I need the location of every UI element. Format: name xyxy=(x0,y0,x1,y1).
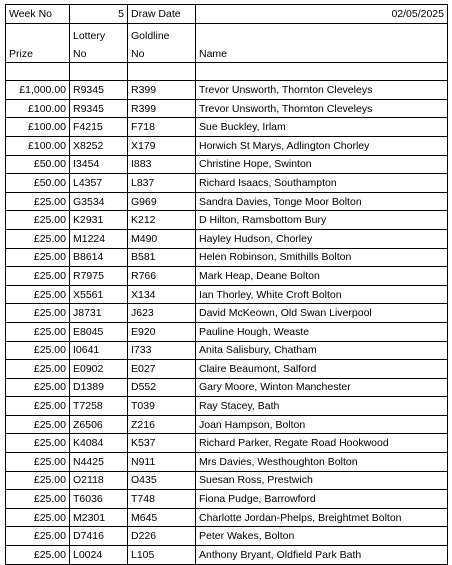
blank-cell xyxy=(6,62,70,81)
goldline-header-cell xyxy=(128,23,196,62)
winner-name-cell: Helen Robinson, Smithills Bolton xyxy=(196,248,448,267)
prize-cell: £25.00 xyxy=(6,397,70,416)
lottery-number-cell: B8614 xyxy=(70,248,128,267)
week-label-cell xyxy=(6,5,70,24)
table-row xyxy=(6,360,448,379)
winner-name-cell: Anita Salisbury, Chatham xyxy=(196,341,448,360)
draw-date-label: Draw Date xyxy=(131,7,181,20)
goldline-number-cell: O435 xyxy=(128,471,196,490)
table-row xyxy=(6,155,448,174)
prize-cell: £50.00 xyxy=(6,155,70,174)
table-row xyxy=(6,378,448,397)
header-row-week xyxy=(6,5,448,24)
lottery-number-cell: R9345 xyxy=(70,99,128,118)
goldline-number-cell: F718 xyxy=(128,118,196,137)
table-row xyxy=(6,397,448,416)
goldline-number-cell: Z216 xyxy=(128,415,196,434)
winner-name-cell: Christine Hope, Swinton xyxy=(196,155,448,174)
prize-header-cell xyxy=(6,23,70,62)
blank-cell xyxy=(70,62,128,81)
goldline-number-cell: D552 xyxy=(128,378,196,397)
winner-name-cell: Richard Isaacs, Southampton xyxy=(196,174,448,193)
week-value-cell xyxy=(70,5,128,24)
prize-cell: £25.00 xyxy=(6,341,70,360)
lottery-number-cell: T6036 xyxy=(70,490,128,509)
lottery-number-cell: R7975 xyxy=(70,267,128,286)
table-row xyxy=(6,490,448,509)
table-row xyxy=(6,229,448,248)
prize-cell: £25.00 xyxy=(6,285,70,304)
table-row xyxy=(6,99,448,118)
lottery-number-cell: L4357 xyxy=(70,174,128,193)
winner-name-cell: David McKeown, Old Swan Liverpool xyxy=(196,304,448,323)
table-row xyxy=(6,508,448,527)
goldline-number-cell: R399 xyxy=(128,81,196,100)
table-row xyxy=(6,192,448,211)
draw-date-value: 02/05/2025 xyxy=(391,7,444,20)
prize-cell: £25.00 xyxy=(6,267,70,286)
goldline-number-cell: T748 xyxy=(128,490,196,509)
table-row xyxy=(6,341,448,360)
table-row xyxy=(6,415,448,434)
table-row xyxy=(6,267,448,286)
prize-cell: £100.00 xyxy=(6,99,70,118)
goldline-number-cell: X179 xyxy=(128,136,196,155)
winner-name-cell: Richard Parker, Regate Road Hookwood xyxy=(196,434,448,453)
goldline-number-cell: L837 xyxy=(128,174,196,193)
lottery-header-cell xyxy=(70,23,128,62)
winner-name-cell: Mrs Davies, Westhoughton Bolton xyxy=(196,453,448,472)
lottery-number-cell: X5561 xyxy=(70,285,128,304)
goldline-number-cell: G969 xyxy=(128,192,196,211)
lottery-number-cell: O2118 xyxy=(70,471,128,490)
blank-row xyxy=(6,62,448,81)
goldline-number-cell: M490 xyxy=(128,229,196,248)
winner-name-cell: Gary Moore, Winton Manchester xyxy=(196,378,448,397)
prize-header: Prize xyxy=(9,47,33,60)
goldline-number-cell: M645 xyxy=(128,508,196,527)
table-row xyxy=(6,174,448,193)
prize-cell: £25.00 xyxy=(6,304,70,323)
winner-name-cell: Trevor Unsworth, Thornton Cleveleys xyxy=(196,99,448,118)
lottery-number-cell: T7258 xyxy=(70,397,128,416)
lottery-header-line-2: No xyxy=(73,47,87,60)
prize-cell: £25.00 xyxy=(6,360,70,379)
goldline-number-cell: L105 xyxy=(128,546,196,565)
week-value: 5 xyxy=(118,7,124,20)
winner-name-cell: Fiona Pudge, Barrowford xyxy=(196,490,448,509)
winner-name-cell: Ian Thorley, White Croft Bolton xyxy=(196,285,448,304)
results-table xyxy=(5,4,448,565)
winner-name-cell: Claire Beaumont, Salford xyxy=(196,360,448,379)
lottery-number-cell: L0024 xyxy=(70,546,128,565)
goldline-number-cell: X134 xyxy=(128,285,196,304)
table-row xyxy=(6,136,448,155)
goldline-number-cell: I883 xyxy=(128,155,196,174)
table-row xyxy=(6,434,448,453)
winner-name-cell: Peter Wakes, Bolton xyxy=(196,527,448,546)
name-header-cell xyxy=(196,23,448,62)
goldline-number-cell: J623 xyxy=(128,304,196,323)
table-row xyxy=(6,546,448,565)
prize-cell: £25.00 xyxy=(6,248,70,267)
winner-name-cell: Anthony Bryant, Oldfield Park Bath xyxy=(196,546,448,565)
lottery-number-cell: F4215 xyxy=(70,118,128,137)
lottery-number-cell: N4425 xyxy=(70,453,128,472)
goldline-number-cell: E027 xyxy=(128,360,196,379)
header-row-columns xyxy=(6,23,448,62)
prize-cell: £50.00 xyxy=(6,174,70,193)
goldline-number-cell: D226 xyxy=(128,527,196,546)
table-row xyxy=(6,471,448,490)
lottery-number-cell: G3534 xyxy=(70,192,128,211)
lottery-number-cell: M1224 xyxy=(70,229,128,248)
prize-cell: £25.00 xyxy=(6,471,70,490)
table-row xyxy=(6,304,448,323)
prize-cell: £25.00 xyxy=(6,322,70,341)
lottery-number-cell: D1389 xyxy=(70,378,128,397)
prize-cell: £25.00 xyxy=(6,527,70,546)
goldline-number-cell: K212 xyxy=(128,211,196,230)
table-row xyxy=(6,81,448,100)
prize-cell: £100.00 xyxy=(6,118,70,137)
winner-name-cell: Joan Hampson, Bolton xyxy=(196,415,448,434)
lottery-number-cell: E0902 xyxy=(70,360,128,379)
winner-name-cell: Trevor Unsworth, Thornton Cleveleys xyxy=(196,81,448,100)
prize-cell: £25.00 xyxy=(6,415,70,434)
winner-name-cell: Sue Buckley, Irlam xyxy=(196,118,448,137)
lottery-number-cell: I0641 xyxy=(70,341,128,360)
lottery-number-cell: I3454 xyxy=(70,155,128,174)
winner-name-cell: D Hilton, Ramsbottom Bury xyxy=(196,211,448,230)
winner-name-cell: Mark Heap, Deane Bolton xyxy=(196,267,448,286)
lottery-number-cell: D7416 xyxy=(70,527,128,546)
prize-cell: £25.00 xyxy=(6,508,70,527)
week-label: Week No xyxy=(9,7,52,20)
prize-cell: £25.00 xyxy=(6,434,70,453)
lottery-number-cell: K4084 xyxy=(70,434,128,453)
draw-label-cell xyxy=(128,5,196,24)
table-row xyxy=(6,118,448,137)
blank-cell xyxy=(128,62,196,81)
goldline-number-cell: R399 xyxy=(128,99,196,118)
table-row xyxy=(6,322,448,341)
prize-cell: £25.00 xyxy=(6,490,70,509)
lottery-number-cell: R9345 xyxy=(70,81,128,100)
lottery-number-cell: M2301 xyxy=(70,508,128,527)
goldline-number-cell: R766 xyxy=(128,267,196,286)
table-row xyxy=(6,211,448,230)
winner-name-cell: Ray Stacey, Bath xyxy=(196,397,448,416)
goldline-number-cell: E920 xyxy=(128,322,196,341)
lottery-number-cell: E8045 xyxy=(70,322,128,341)
winner-name-cell: Horwich St Marys, Adlington Chorley xyxy=(196,136,448,155)
draw-value-cell xyxy=(196,5,448,24)
lottery-number-cell: K2931 xyxy=(70,211,128,230)
prize-cell: £25.00 xyxy=(6,378,70,397)
goldline-header-line-1: Goldline xyxy=(131,29,170,42)
winner-name-cell: Sandra Davies, Tonge Moor Bolton xyxy=(196,192,448,211)
winner-name-cell: Charlotte Jordan-Phelps, Breightmet Bolton xyxy=(196,508,448,527)
table-row xyxy=(6,527,448,546)
results-table-body xyxy=(6,5,448,565)
prize-cell: £25.00 xyxy=(6,211,70,230)
goldline-number-cell: K537 xyxy=(128,434,196,453)
prize-cell: £25.00 xyxy=(6,229,70,248)
winner-name-cell: Suesan Ross, Prestwich xyxy=(196,471,448,490)
lottery-number-cell: Z6506 xyxy=(70,415,128,434)
goldline-number-cell: T039 xyxy=(128,397,196,416)
table-row xyxy=(6,248,448,267)
goldline-header-line-2: No xyxy=(131,47,145,60)
name-header: Name xyxy=(199,47,228,60)
winner-name-cell: Hayley Hudson, Chorley xyxy=(196,229,448,248)
prize-cell: £25.00 xyxy=(6,192,70,211)
winner-name-cell: Pauline Hough, Weaste xyxy=(196,322,448,341)
lottery-number-cell: J8731 xyxy=(70,304,128,323)
prize-cell: £25.00 xyxy=(6,546,70,565)
prize-cell: £25.00 xyxy=(6,453,70,472)
goldline-number-cell: I733 xyxy=(128,341,196,360)
lottery-header-line-1: Lottery xyxy=(73,29,106,42)
table-row xyxy=(6,453,448,472)
prize-cell: £1,000.00 xyxy=(6,81,70,100)
goldline-number-cell: B581 xyxy=(128,248,196,267)
blank-cell xyxy=(196,62,448,81)
goldline-number-cell: N911 xyxy=(128,453,196,472)
prize-cell: £100.00 xyxy=(6,136,70,155)
table-row xyxy=(6,285,448,304)
lottery-number-cell: X8252 xyxy=(70,136,128,155)
